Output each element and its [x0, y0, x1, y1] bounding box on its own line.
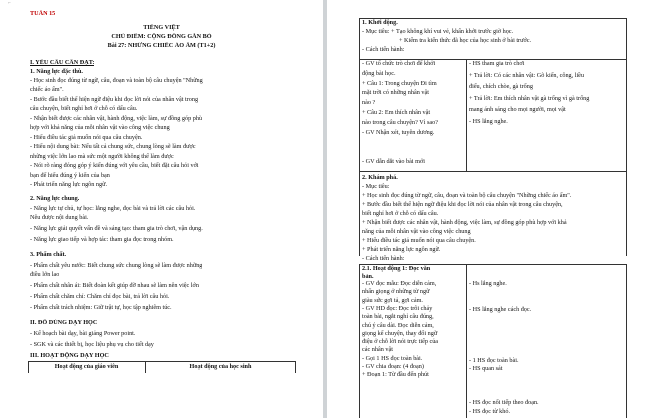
text-line: - Cách tiến hành: [362, 46, 405, 53]
text-line: - Phẩm chất nhân ái: Biết đoàn kết giúp đỡ nhau sẽ làm nên việc lớn [30, 282, 199, 289]
cell-text-line: giọng kể chuyện, thay đổi ngữ [362, 329, 438, 337]
text-line: + Bước đầu biết thể hiện ngữ điệu khi đọc lời nói của nhân vật trong câu chuyện, [362, 201, 563, 208]
cell-text-line: - HS quan sát [469, 365, 503, 372]
cell-text-line: nào trong câu chuyện? Vì sao? [362, 118, 438, 126]
text-line: câu chuyện, biết nghỉ hơi ở chỗ có dấu câu. [30, 105, 138, 112]
cell-text-line: nào ? [362, 99, 376, 107]
theme-title: CHỦ ĐIỂM: CỘNG ĐỒNG GẮN BÓ [111, 33, 212, 40]
cell-text-line: - 1 HS đọc toàn bài. [469, 356, 519, 364]
cell-text-line: - HS đọc từ khó. [469, 407, 510, 415]
cell-text-line: toàn bài, ngắt nghỉ câu đúng, [362, 313, 434, 321]
text-line: chiếc áo ấm". [30, 86, 64, 93]
text-line: - Năng lực giải quyết vấn đề và sáng tạo: tham gia trò chơi, vận dụng. [30, 225, 203, 232]
text-line: + Kiểm tra kiến thức đã học của học sinh ở bài trước. [399, 37, 532, 44]
section-heading: II. ĐỒ DÙNG DẠY HỌC [30, 319, 98, 326]
cell-text-line: điệu ở chỗ lời nói trực tiếp của [362, 338, 439, 346]
text-line: - Mục tiêu: + Tạo không khí vui vẻ, khấn khởi trước giờ học. [362, 28, 514, 35]
text-line: + Học sinh đọc đúng từ ngữ, câu, đoạn và toàn bộ câu chuyện "Những chiếc áo ấm". [362, 192, 572, 199]
text-line: - SGK và các thiết bị, học liệu phụ vụ cho tiết dạy [30, 341, 154, 348]
cell-text-line: giàu sức gợi tả, gợi cảm. [362, 296, 423, 304]
text-line: - Mục tiêu: [362, 183, 390, 190]
cell-text-line: mặt trời có những nhân vật [362, 89, 429, 97]
activity-title: bản. [362, 272, 374, 280]
text-line: những việc lớn lao mà sức một người không thể làm được [30, 153, 174, 160]
text-line: - Năng lực giao tiếp và hợp tác: tham gia đọc trong nhóm. [30, 236, 174, 243]
cell-text-line: - GV HD đọc: Đọc trôi chảy [362, 304, 433, 312]
text-line: - Phát triển năng lực ngôn ngữ. [30, 181, 107, 188]
text-line: - Cách tiến hành: [362, 255, 405, 262]
cell-text-line: - Gọi 1 HS đọc toàn bài. [362, 354, 423, 362]
document-page-left [0, 0, 323, 418]
text-line: bạn để hiểu đúng ý kiến của bạn [30, 172, 110, 179]
subsection-heading: 2. Năng lực chung. [30, 195, 80, 202]
text-line: - Kế hoạch bài dạy, bài giảng Power point. [30, 330, 136, 337]
week-label: TUẦN 15 [30, 10, 56, 17]
cell-text-line: - HS tham gia trò chơi [469, 60, 525, 67]
cell-text-line: các nhân vật [362, 346, 393, 354]
cell-text-line: + Trả lời: Em thích nhân vật gà trống vì gà trống [469, 94, 590, 102]
text-line: - Nhận biết được các nhân vật, hành động, việc làm, sự đồng góp phù [30, 115, 203, 122]
column-header-student: Hoạt động của học sinh [189, 363, 252, 370]
section-heading: I. YÊU CẦU CẦN ĐẠT: [30, 59, 95, 66]
text-line: Nêu được nội dung bài. [30, 214, 89, 221]
cell-text-line: điếu, chích chòe, gà trống [469, 83, 533, 91]
lesson-title: Bài 27: NHỮNG CHIẾC ÁO ẤM (T1+2) [107, 42, 216, 49]
section-heading: 2. Khám phá. [362, 174, 398, 181]
cell-text-line: - Hs lắng nghe. [469, 280, 507, 287]
cell-text-line: - GV dẫn dắt vào bài mới [362, 158, 425, 165]
text-line: - Bước đầu biết thể hiện ngữ điệu khi đọc lời nói của nhân vật trong [30, 96, 199, 103]
cell-text-line: - HS lắng nghe. [469, 118, 508, 125]
column-header-teacher: Hoạt động của giáo viên [54, 363, 119, 370]
section-heading: III. HOẠT ĐỘNG DẠY HỌC [30, 352, 109, 359]
cell-text-line: + Câu 1: Trong chuyện Đi tìm [362, 79, 437, 87]
text-line: + Hiểu điều tác giả muốn nói qua câu chuyện. [362, 237, 476, 244]
text-line: + Phát triển năng lực ngôn ngữ. [362, 246, 441, 253]
section-heading: 1. Khởi động. [362, 19, 398, 26]
text-line: biết nghỉ hơi ở chỗ có dấu câu. [362, 210, 439, 217]
text-line: - Năng lực tự chủ, tự học: lắng nghe, đọc bài và trả lời các câu hỏi. [30, 205, 196, 212]
text-line: - Phẩm chất trách nhiệm: Giữ trật tự, học tập nghiêm túc. [30, 304, 172, 311]
cell-text-line: + Câu 2: Em thích nhân vật [362, 109, 431, 116]
text-line: - Phẩm chất yêu nước: Biết chung sức chung lòng sẽ làm được những [30, 262, 203, 269]
cell-text-line: chú ý câu dài. Đọc diễn cảm, [362, 321, 434, 329]
cell-text-line: - GV chia đoạn: (4 đoạn) [362, 363, 424, 370]
cell-text-line: - HS lắng nghe cách đọc. [469, 305, 532, 313]
text-line: điều lớn lao [30, 271, 60, 278]
text-line: - Nói rõ ràng đóng góp ý kiến đúng với yêu cầu, biết đặt câu hỏi với [30, 162, 199, 169]
cell-text-line: + Đoạn 1: Từ đầu đến phút [362, 371, 429, 379]
subsection-heading: 1. Năng lực đặc thù. [30, 68, 83, 75]
text-line: năng của mỗi nhân vật vào công việc chung [362, 228, 471, 235]
text-line: hợp với khả năng của mỗi nhân vật vào công việc chung [30, 124, 170, 131]
document-page-right [327, 0, 650, 418]
cell-text-line: động bài học. [362, 69, 396, 77]
cell-text-line: - HS đọc nối tiếp theo đoạn. [469, 399, 539, 406]
cell-text-line: - GV tổ chức trò chơi để khởi [362, 60, 436, 67]
cell-text-line: - GV Nhận xét, tuyên dương. [362, 128, 435, 136]
cell-text-line: nhấn giọng ở những từ ngữ [362, 288, 430, 296]
text-line: - Phẩm chất chăm chỉ: Chăm chỉ đọc bài, trả lời câu hỏi. [30, 293, 170, 300]
subsection-heading: 3. Phẩm chất. [30, 251, 67, 258]
text-line: - Học sinh đọc đúng từ ngữ, câu, đoạn và toàn bộ câu chuyện "Những [30, 77, 203, 84]
margin-mark: ⌐ [8, 1, 11, 6]
text-line: - Hiểu nội dung bài: Nếu tất cả chung sức, chung lòng sẽ làm được [30, 143, 196, 150]
activity-title: 2.1. Hoạt động 1: Đọc văn [362, 265, 431, 272]
cell-text-line: - GV đọc mẫu: Đọc diễn cảm, [362, 280, 437, 287]
subject-title: TIẾNG VIỆT [143, 24, 180, 31]
cell-text-line: + Trả lời: Có các nhân vật: Gõ kiến, công, liều [469, 71, 585, 79]
cell-text-line: mang ánh sáng cho mọi người, mọi vật [469, 106, 566, 114]
text-line: + Nhận biết được các nhân vật, hành động, việc làm, sự đồng góp phù hợp với khả [362, 219, 567, 226]
text-line: - Hiểu điều tác giả muốn nói qua câu chuyện. [30, 134, 143, 141]
